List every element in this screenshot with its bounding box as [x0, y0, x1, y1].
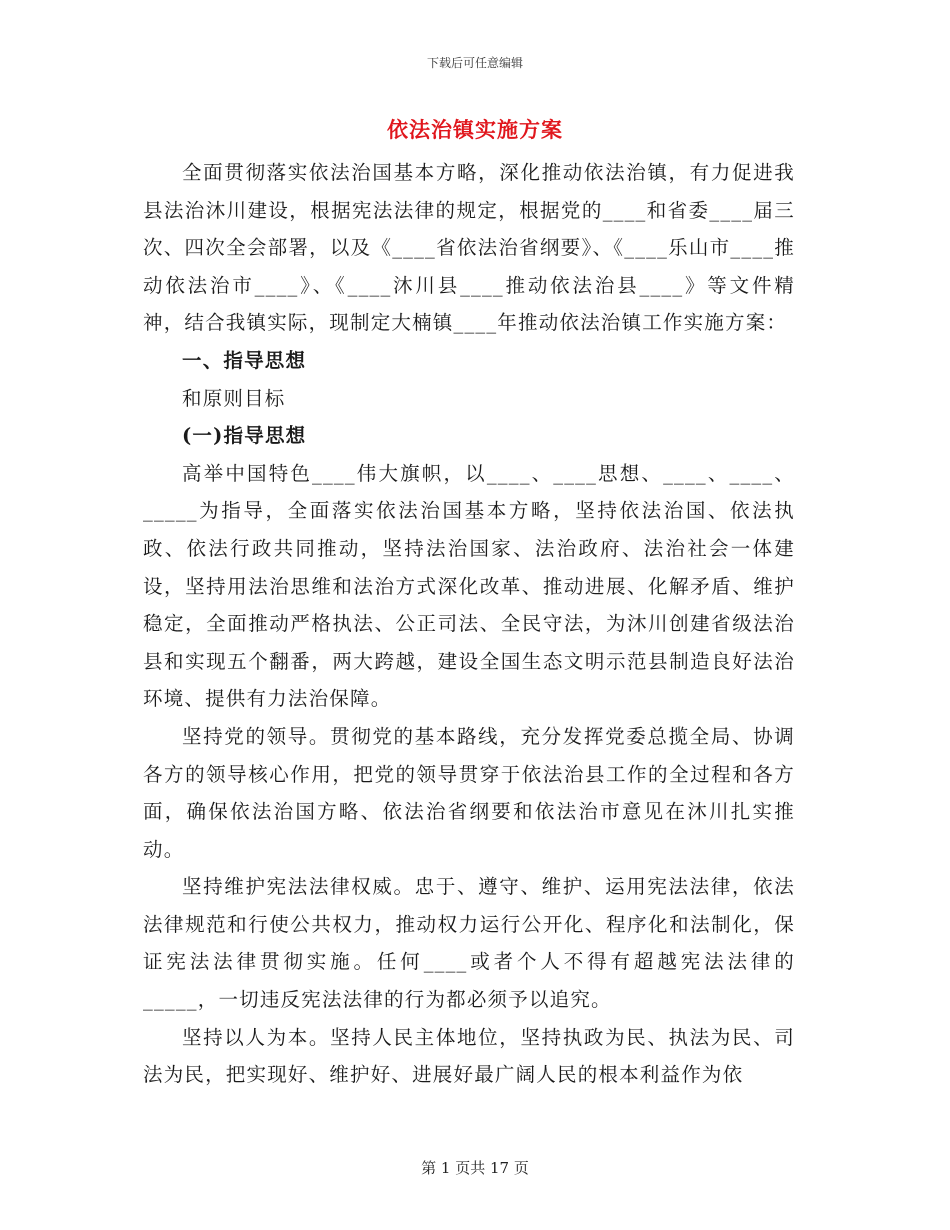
page-header-note: 下载后可任意编辑 [426, 56, 523, 70]
section-heading-guiding-ideology: 一、指导思想 [182, 348, 307, 372]
document-body [143, 154, 795, 1094]
page-number-footer: 第 1 页共 17 页 [421, 1159, 529, 1177]
body-paragraph: 坚持维护宪法法律权威。忠于、遵守、维护、运用宪法法律，依法法律规范和行使公共权力，推动权力运行公开化、程序化和法制化，保证宪法法律贯彻实施。任何____或者个人不得有超越宪法法律的_____，一切违反宪法法律的行为都必须予以追究。 [143, 875, 795, 1012]
subsection-heading-guiding-ideology: (一)指导思想 [182, 424, 307, 448]
intro-paragraph: 全面贯彻落实依法治国基本方略，深化推动依法治镇，有力促进我县法治沐川建设，根据宪法法律的规定，根据党的____和省委____届三次、四次全会部署，以及《____省依法治省纲要》、《____乐山市____推动依法治市____》、《____沐川县____推动依法治县____》等文件精神，结合我镇实际，现制定大楠镇____年推动依法治镇工作实施方案： [143, 161, 795, 335]
section-subtitle-principles: 和原则目标 [182, 386, 286, 410]
body-paragraph: 高举中国特色____伟大旗帜，以____、____思想、____、____、_____为指导，全面落实依法治国基本方略，坚持依法治国、依法执政、依法行政共同推动，坚持法治国家、法治政府、法治社会一体建设，坚持用法治思维和法治方式深化改革、推动进展、化解矛盾、维护稳定，全面推动严格执法、公正司法、全民守法，为沐川创建省级法治县和实现五个翻番，两大跨越，建设全国生态文明示范县制造良好法治环境、提供有力法治保障。 [143, 461, 795, 711]
document-title: 依法治镇实施方案 [387, 117, 563, 142]
body-paragraph: 坚持以人为本。坚持人民主体地位，坚持执政为民、执法为民、司法为民，把实现好、维护好、进展好最广阔人民的根本利益作为依 [143, 1025, 795, 1087]
body-paragraph: 坚持党的领导。贯彻党的基本路线，充分发挥党委总揽全局、协调各方的领导核心作用，把党的领导贯穿于依法治县工作的全过程和各方面，确保依法治国方略、依法治省纲要和依法治市意见在沐川扎实推动。 [143, 724, 795, 861]
